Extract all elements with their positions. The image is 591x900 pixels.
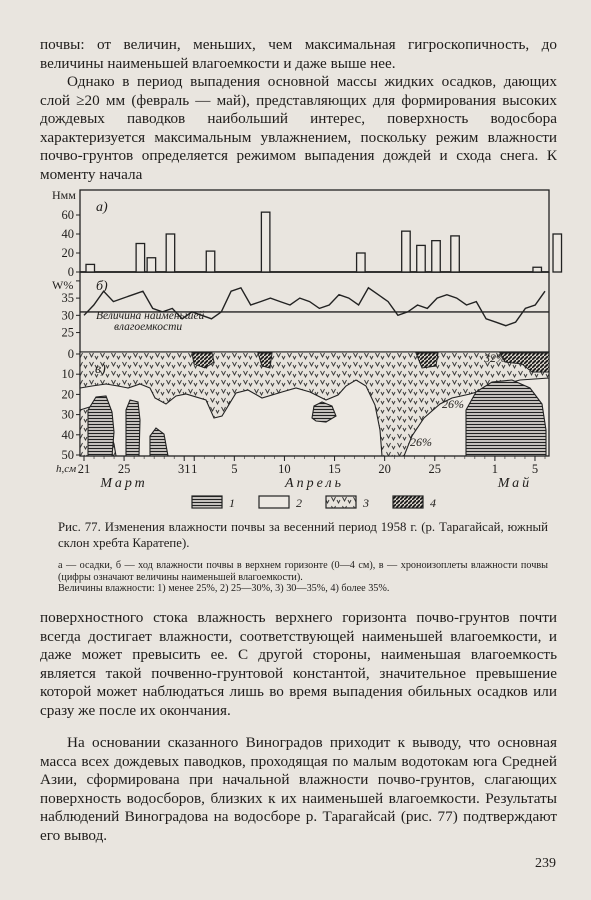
x-tick-label-4: 5 <box>231 462 238 476</box>
precip-bar-11 <box>533 267 542 272</box>
panel-b-label: б) <box>96 279 108 294</box>
precip-bar-8 <box>417 245 426 272</box>
precip-bar-1 <box>136 244 145 273</box>
isoline-label-2: 26% <box>410 435 432 449</box>
paragraph-2: Однако в период выпадения основной массы жидких осадков, дающих слой ≥20 мм (февраль — май), представляющих для формирования высоких дождевых паводков наибольший интерес, поверхность водосбора характеризуется максимальным увлажнением, поскольку режим влажности почво-грунтов определяется режимом выпадения дождей и схода снега. К моменту начала <box>40 73 557 183</box>
precip-bar-6 <box>357 253 366 272</box>
paragraph-3: поверхностного стока влажность верхнего горизонта почво-грунтов почти всегда достигает влажности, соответствующей наименьшей влагоемкости, и даже может превысить ее. С другой стороны, наименьшая влагоемкость является такой почвенно-грунтовой константой, значительное превышение которой может наблюдаться лишь во время выпадения обильных осадков или сразу же после их окончания. <box>40 609 557 719</box>
field-capacity-label-1: Величина наименьшей <box>96 310 205 322</box>
panel-c-label: в) <box>95 362 106 377</box>
precip-bar-12 <box>553 234 562 272</box>
precipitation-bars <box>86 212 562 272</box>
precipitation-y-ticks <box>62 208 81 279</box>
c-tick-label-5: 50 <box>61 448 74 462</box>
panel-c-chronoisopleths <box>56 335 549 475</box>
figure-caption: Рис. 77. Изменения влажности почвы за весенний период 1958 г. (р. Тарагайсай, южный склон хребта Каратепе). <box>58 520 548 550</box>
figure-caption-legend: а — осадки, б — ход влажности почвы в верхнем горизонте (0—4 см), в — хроноизоплеты влажности почвы (цифры означают величины наименьшей влагоемкости). <box>58 560 548 584</box>
isoline-label-0: 32% <box>484 351 506 365</box>
precip-bar-3 <box>166 234 175 272</box>
x-tick-label-3: 1 <box>191 462 198 476</box>
zone-under-25-2 <box>126 400 140 456</box>
month-labels <box>99 476 532 491</box>
legend-label-2: 2 <box>296 496 302 510</box>
legend-swatch-3 <box>326 496 356 508</box>
month-label-0: Март <box>100 476 148 491</box>
panel-b-moisture <box>52 272 549 340</box>
panel-a-ylabel: Нмм <box>52 188 76 202</box>
precip-bar-9 <box>432 241 441 272</box>
legend-swatch-2 <box>259 496 289 508</box>
x-tick-label-9: 1 <box>491 462 499 476</box>
legend-label-1: 1 <box>229 496 235 510</box>
precip-bar-5 <box>261 212 270 272</box>
panel-a-precipitation <box>52 188 562 279</box>
x-tick-label-0: 21 <box>77 462 91 476</box>
panel-c-ylabel: h,см <box>56 463 77 475</box>
figure-legend <box>192 496 436 510</box>
legend-swatch-4 <box>393 496 423 508</box>
panel-a-label: а) <box>96 200 108 215</box>
page-number: 239 <box>535 856 556 871</box>
precip-bar-10 <box>451 236 460 272</box>
figure-caption-moisture-classes: Величины влажности: 1) менее 25%, 2) 25—30%, 3) 30—35%, 4) более 35%. <box>58 583 390 594</box>
precip-bar-2 <box>147 258 156 272</box>
b-tick-label-0: 25 <box>61 325 74 340</box>
month-label-2: Май <box>497 476 533 491</box>
b-tick-label-1: 30 <box>61 308 74 323</box>
field-capacity-label-2: влагоемкости <box>114 321 183 333</box>
precip-bar-7 <box>402 231 411 272</box>
paragraph-4: На основании сказанного Виноградов приходит к выводу, что основная масса всех дождевых паводков, проходящая по малым водотокам юга Средней Азии, сформирована при начальной влажности почво-грунтов, слагающих поверхность водосборов, близких к их наименьшей влагоемкости. Результаты наблюдений Виноградова на водосборе р. Тарагайсай (рис. 77) подтверждают его вывод. <box>40 734 557 844</box>
precip-bar-4 <box>206 251 215 272</box>
c-tick-label-4: 40 <box>61 427 74 442</box>
x-tick-label-7: 20 <box>378 462 391 476</box>
x-tick-label-6: 15 <box>328 462 341 476</box>
x-tick-label-10: 5 <box>531 462 539 476</box>
legend-label-3: 3 <box>363 496 369 510</box>
panel-b-ylabel: W% <box>52 278 74 292</box>
a-tick-label-1: 20 <box>61 246 74 260</box>
a-tick-label-0: 0 <box>67 265 74 279</box>
depth-y-ticks <box>62 347 81 462</box>
legend-label-4: 4 <box>430 496 436 510</box>
month-label-1: Апрель <box>285 476 344 491</box>
date-axis <box>78 456 545 476</box>
paragraph-1: почвы: от величин, меньших, чем максимальная гигроскопичность, до величины наименьшей влагоемкости и даже выше нее. <box>40 36 557 72</box>
x-tick-label-8: 25 <box>428 462 442 476</box>
a-tick-label-3: 60 <box>61 208 74 222</box>
x-tick-label-1: 25 <box>117 462 131 476</box>
c-tick-label-3: 30 <box>61 407 74 422</box>
c-tick-label-0: 0 <box>67 347 74 361</box>
precip-bar-0 <box>86 264 95 272</box>
x-tick-label-2: 31 <box>177 462 191 476</box>
c-tick-label-2: 20 <box>61 387 74 402</box>
isoline-label-1: 26% <box>442 397 464 411</box>
a-tick-label-2: 40 <box>61 227 74 241</box>
x-tick-label-5: 10 <box>278 462 291 476</box>
c-tick-label-1: 10 <box>61 367 74 382</box>
b-tick-label-2: 35 <box>61 291 74 306</box>
legend-swatch-1 <box>192 496 222 508</box>
